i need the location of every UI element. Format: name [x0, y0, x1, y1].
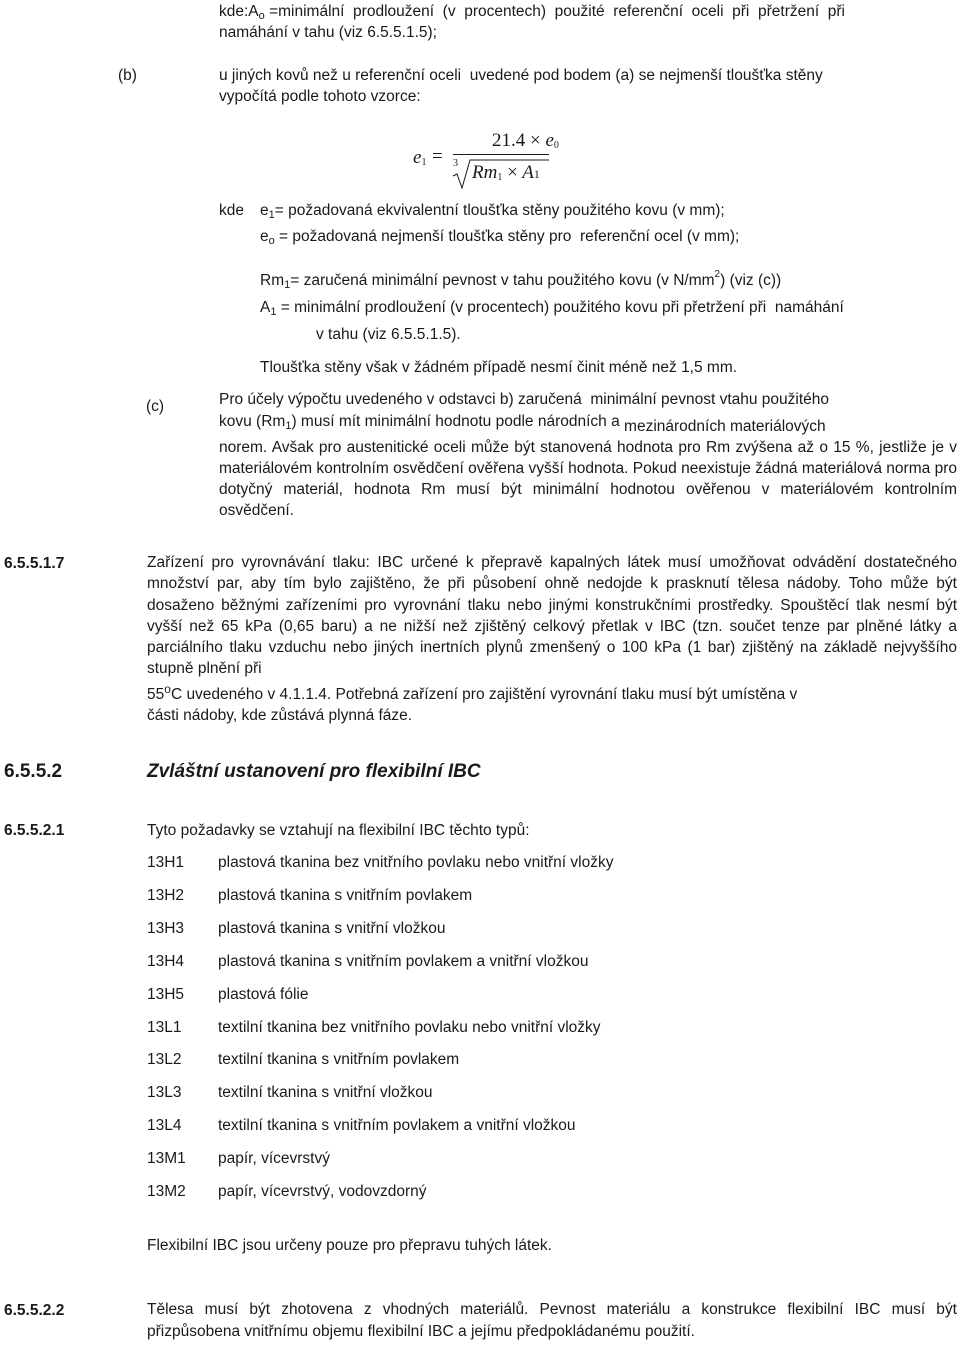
ibc-type-description: textilní tkanina s vnitřním povlakem — [218, 1051, 460, 1069]
item-c-label: (c) — [146, 398, 165, 415]
top-note-line2: namáhání v tahu (viz 6.5.5.1.5); — [219, 24, 437, 41]
top-note-line1 — [219, 2, 845, 21]
formula-numerator: 21.4 × e0 — [492, 130, 559, 151]
ibc-type-description: textilní tkanina s vnitřní vložkou — [218, 1084, 433, 1102]
fraction-bar — [453, 154, 549, 155]
top-note-term: kde:A — [219, 3, 259, 20]
ibc-type-code: 13L3 — [147, 1084, 182, 1102]
def-rm1: Rm1= zaručená minimální pevnost v tahu použitého kovu (v $N/mm^2$) (viz (c)) — [260, 269, 782, 291]
item-c-line1: Pro účely výpočtu uvedeného v odstavci b) zaručená minimální pevnost vtahu použitého — [219, 391, 830, 408]
formula-eq: = — [432, 146, 443, 167]
ibc-type-description: textilní tkanina s vnitřním povlakem a vnitřní vložkou — [218, 1117, 576, 1135]
ibc-type-description: plastová tkanina s vnitřní vložkou — [218, 919, 446, 937]
ibc-type-description: papír, vícevrstvý, vodovzdorný — [218, 1183, 427, 1200]
item-b-line1: u jiných kovů než u referenční oceli uvedené pod bodem (a) se nejmenší tloušťka stěny — [219, 67, 823, 84]
s655522-number: 6.5.5.2.2 — [4, 1302, 65, 1319]
ibc-type-description: textilní tkanina bez vnitřního povlaku nebo vnitřní vložky — [218, 1018, 601, 1036]
ibc-type-code: 13H2 — [147, 886, 185, 904]
ibc-type-code: 13L4 — [147, 1117, 182, 1135]
item-b-line2: vypočítá podle tohoto vzorce: — [219, 88, 421, 105]
def-a1: A1 = minimální prodloužení (v procentech) použitého kovu při přetržení při namáhání — [260, 299, 844, 318]
s655521-number: 6.5.5.2.1 — [4, 822, 65, 839]
section-heading-number: 6.5.5.2 — [4, 761, 63, 782]
s655517-number: 6.5.5.1.7 — [4, 555, 65, 572]
def-e1: e1= požadovaná ekvivalentní tloušťka stěny použitého kovu (v mm); — [260, 202, 725, 221]
s655521-closing: Flexibilní IBC jsou určeny pouze pro přepravu tuhých látek. — [147, 1237, 552, 1254]
formula-denominator: Rm1 × A1 — [472, 162, 540, 183]
def-eo: eo = požadovaná nejmenší tloušťka stěny pro referenční ocel (v mm); — [260, 228, 740, 247]
top-note-text: =minimální prodloužení (v procentech) použité referenční oceli při přetržení při — [264, 3, 845, 20]
ibc-type-description: papír, vícevrstvý — [218, 1150, 330, 1168]
s655517-text: Zařízení pro vyrovnávání tlaku: IBC určené k přepravě kapalných látek musí umožňovat odvádění dostatečného množství par, aby tím bylo zajištěno, že při působení ohně nedojde k prasknutí tělesa nádoby. Toho může být dosaženo běžnými zařízeními pro vyrovnání tlaku nebo jinými konstrukčními prostředky. Spouštěcí tlak nesmí být vyšší než 65 kPa (0,65 baru) a ne nižší než zjištěný celkový přetlak v IBC (tzn. součet tenze par plněné látky a parciálního tlaku vzduchu nebo jiných inertních plynů zmenšený o 100 kPa (1 bar) zjištěný na základě nejvyššího stupně plnění při — [147, 554, 957, 678]
root-index: 3 — [453, 158, 458, 169]
s655517-last-line: části nádoby, kde zůstává plynná fáze. — [147, 707, 413, 724]
s655521-intro: Tyto požadavky se vztahují na flexibilní IBC těchto typů: — [147, 822, 530, 839]
ibc-type-code: 13H3 — [147, 919, 185, 937]
defs-kde: kde — [219, 202, 244, 219]
ibc-type-description: plastová tkanina s vnitřním povlakem — [218, 886, 473, 904]
ibc-type-code: 13M1 — [147, 1150, 186, 1168]
formula — [400, 128, 570, 188]
ibc-type-description: plastová fólie — [218, 985, 309, 1003]
ibc-type-code: 13L1 — [147, 1018, 182, 1036]
ibc-type-description: plastová tkanina bez vnitřního povlaku nebo vnitřní vložky — [218, 854, 614, 871]
ibc-type-code: 13M2 — [147, 1183, 186, 1200]
top-note-sub: o — [258, 10, 265, 22]
ibc-type-code: 13L2 — [147, 1051, 182, 1069]
item-b-label: (b) — [118, 67, 137, 84]
item-c-rest: norem. Avšak pro austenitické oceli může být stanovená hodnota pro Rm zvýšena až o 15 %, jestliže je v materiálovém kontrolním osvědčení ověřena vyšší hodnota. Pokud neexistuje žádná materiálová norma pro dotyčný materiál, hodnota Rm musí být minimální hodnotou ověřenou v materiálovém kontrolním osvědčení. — [219, 439, 957, 519]
ibc-type-code: 13H1 — [147, 854, 185, 871]
s655517-last: 55$^o$C uvedeného v 4.1.1.4. Potřebná zařízení pro zajištění vyrovnání tlaku musí být umístěna v — [147, 682, 798, 703]
ibc-type-code: 13H5 — [147, 985, 185, 1003]
def-a1-line2: v tahu (viz 6.5.5.1.5). — [316, 326, 461, 343]
formula-lhs: e1 — [413, 147, 427, 168]
defs-note: Tloušťka stěny však v žádném případě nesmí činit méně než 1,5 mm. — [260, 359, 738, 376]
section-heading-title: Zvláštní ustanovení pro flexibilní IBC — [147, 761, 481, 782]
ibc-type-description: plastová tkanina s vnitřním povlakem a vnitřní vložkou — [218, 952, 589, 970]
item-c-line2: kovu (Rm1) musí mít minimální hodnotu podle národních a mezinárodních materiálových — [219, 413, 826, 435]
s655522-text: Tělesa musí být zhotovena z vhodných materiálů. Pevnost materiálu a konstrukce flexibilní IBC musí být přizpůsobena vnitřnímu objemu flexibilní IBC a jejímu předpokládanému použití. — [147, 1301, 957, 1340]
ibc-type-code: 13H4 — [147, 952, 185, 970]
